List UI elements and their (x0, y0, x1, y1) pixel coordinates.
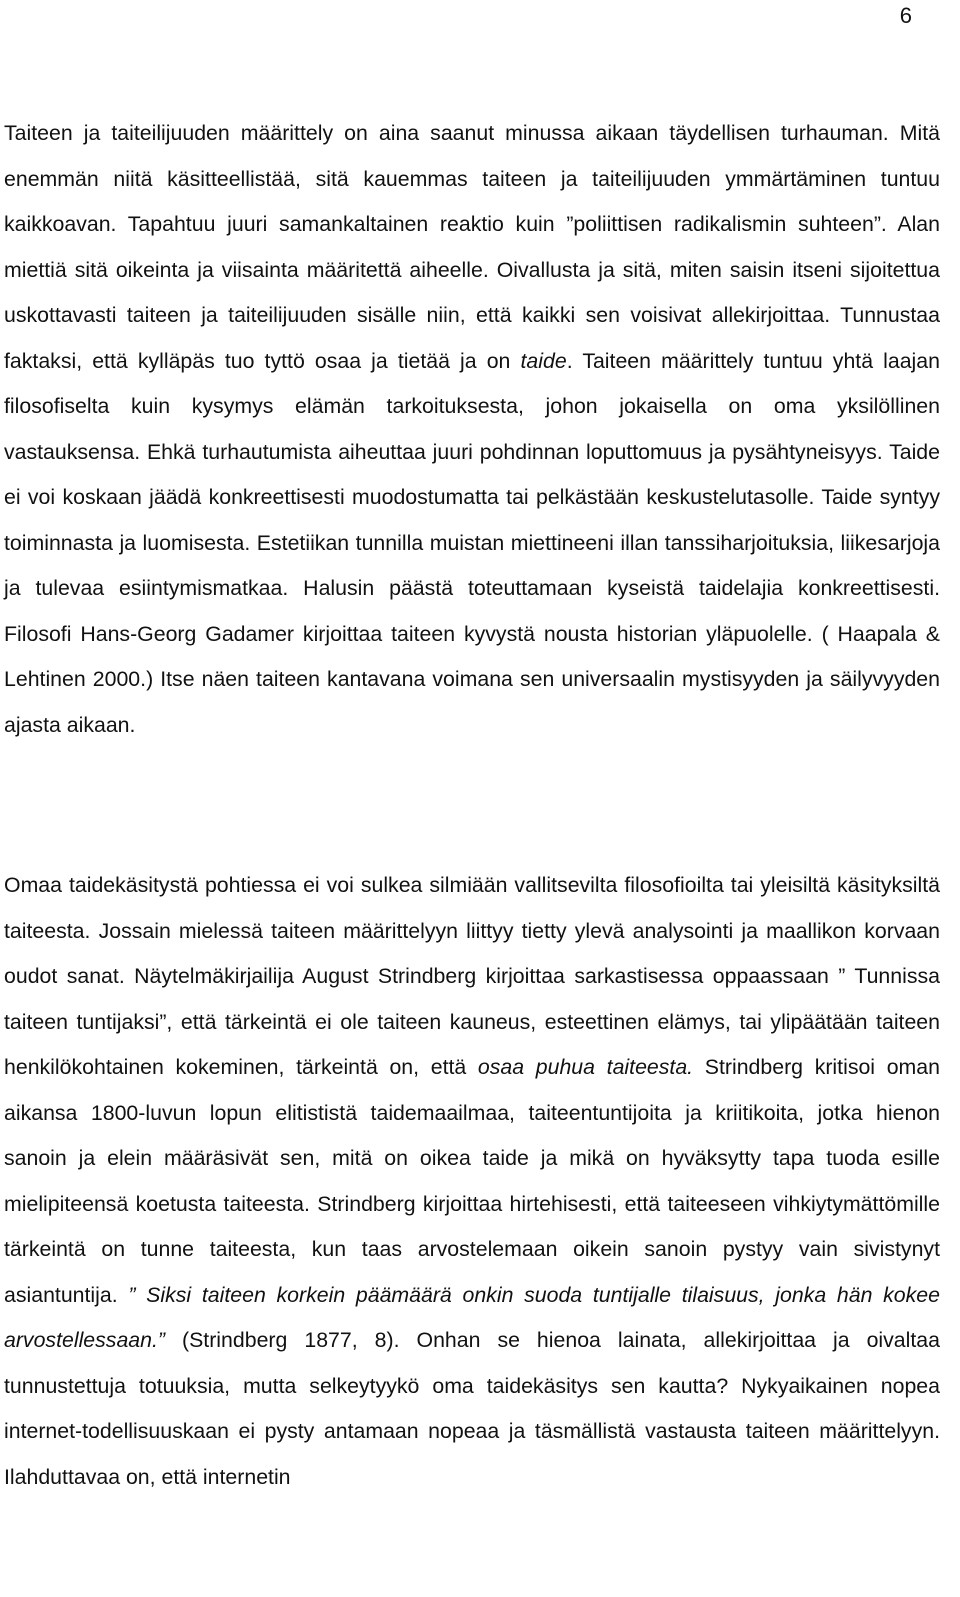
paragraph-2-text-continued: Strindberg kritisoi oman aikansa 1800-luvun lopun elitististä taidemaailmaa, taiteentuntijoita ja kriitikoita, jotka hienon sanoin ja elein määräsivät sen, mitä on oikea taide ja mikä on hyväksytty tapa tuoda esille mielipiteensä koetusta taiteesta. Strindberg kirjoittaa hirtehisesti, että taiteeseen vihkiytymättömille tärkeintä on tunne taiteesta, kun taas arvostelemaan oikein sanoin pystyy vain sivistynyt asiantuntija. (4, 1055, 940, 1307)
paragraph-1-text-continued: . Taiteen määrittely tuntuu yhtä laajan filosofiselta kuin kysymys elämän tarkoituksesta, johon jokaisella on oma yksilöllinen vastauksensa. Ehkä turhautumista aiheuttaa juuri pohdinnan loputtomuus ja pysähtyneisyys. Taide ei voi koskaan jäädä konkreettisesti muodostumatta tai pelkästään keskustelutasolle. Taide syntyy toiminnasta ja luomisesta. Estetiikan tunnilla muistan miettineeni illan tanssiharjoituksia, liikesarjoja ja tulevaa esiintymismatkaa. Halusin päästä toteuttamaan kyseistä taidelajia konkreettisesti. Filosofi Hans-Georg Gadamer kirjoittaa taiteen kyvystä nousta historian yläpuolelle. ( Haapala & Lehtinen 2000.) Itse näen taiteen kantavana voimana sen universaalin mystisyyden ja säilyvyyden ajasta aikaan. (4, 348, 940, 737)
paragraph-2-emphasis: osaa puhua taiteesta. (477, 1055, 694, 1079)
paragraph-2-text-end: (Strindberg 1877, 8). Onhan se hienoa lainata, allekirjoittaa ja oivaltaa tunnustettuja totuuksia, mutta selkeytyykö oma taidekäsitys sen kautta? Nykyaikainen nopea internet-todellisuuskaan ei pysty antamaan nopeaa ja täsmällistä vastausta taiteen määrittelyyn. Ilahduttavaa on, että internetin (4, 1328, 940, 1489)
paragraph-2-text: Omaa taidekäsitystä pohtiessa ei voi sulkea silmiään vallitsevilta filosofioilta tai yleisiltä käsityksiltä taiteesta. Jossain mielessä taiteen määrittelyyn liittyy tietty ylevä analysointi ja maallikon korvaan oudot sanat. Näytelmäkirjailija August Strindberg kirjoittaa sarkastisessa oppaassaan ” Tunnissa taiteen tuntijaksi”, että tärkeintä ei ole taiteen kauneus, esteettinen elämys, tai ylipäätään taiteen henkilökohtainen kokeminen, tärkeintä on, että (4, 873, 940, 1079)
paragraph-1-text: Taiteen ja taiteilijuuden määrittely on aina saanut minussa aikaan täydellisen turhauman. Mitä enemmän niitä käsitteellistää, sitä kauemmas taiteen ja taiteilijuuden ymmärtäminen tuntuu kaikkoavan. Tapahtuu juuri samankaltainen reaktio kuin ”poliittisen radikalismin suhteen”. Alan miettiä sitä oikeinta ja viisainta määritettä aiheelle. Oivallusta ja sitä, miten saisin itseni sijoitettua uskottavasti taiteen ja taiteilijuuden sisälle niin, että kaikki sen voisivat allekirjoittaa. Tunnustaa faktaksi, että kylläpäs tuo tyttö osaa ja tietää ja on (4, 121, 940, 373)
paragraph-1-emphasis: taide (520, 348, 567, 373)
paragraph-2 (4, 863, 940, 1500)
paragraph-2-quote: ” Siksi taiteen korkein päämäärä onkin suoda tuntijalle tilaisuus, jonka hän kokee arvostellessaan.” (4, 1282, 940, 1352)
paragraph-1 (4, 111, 940, 748)
page-number: 6 (899, 3, 912, 28)
